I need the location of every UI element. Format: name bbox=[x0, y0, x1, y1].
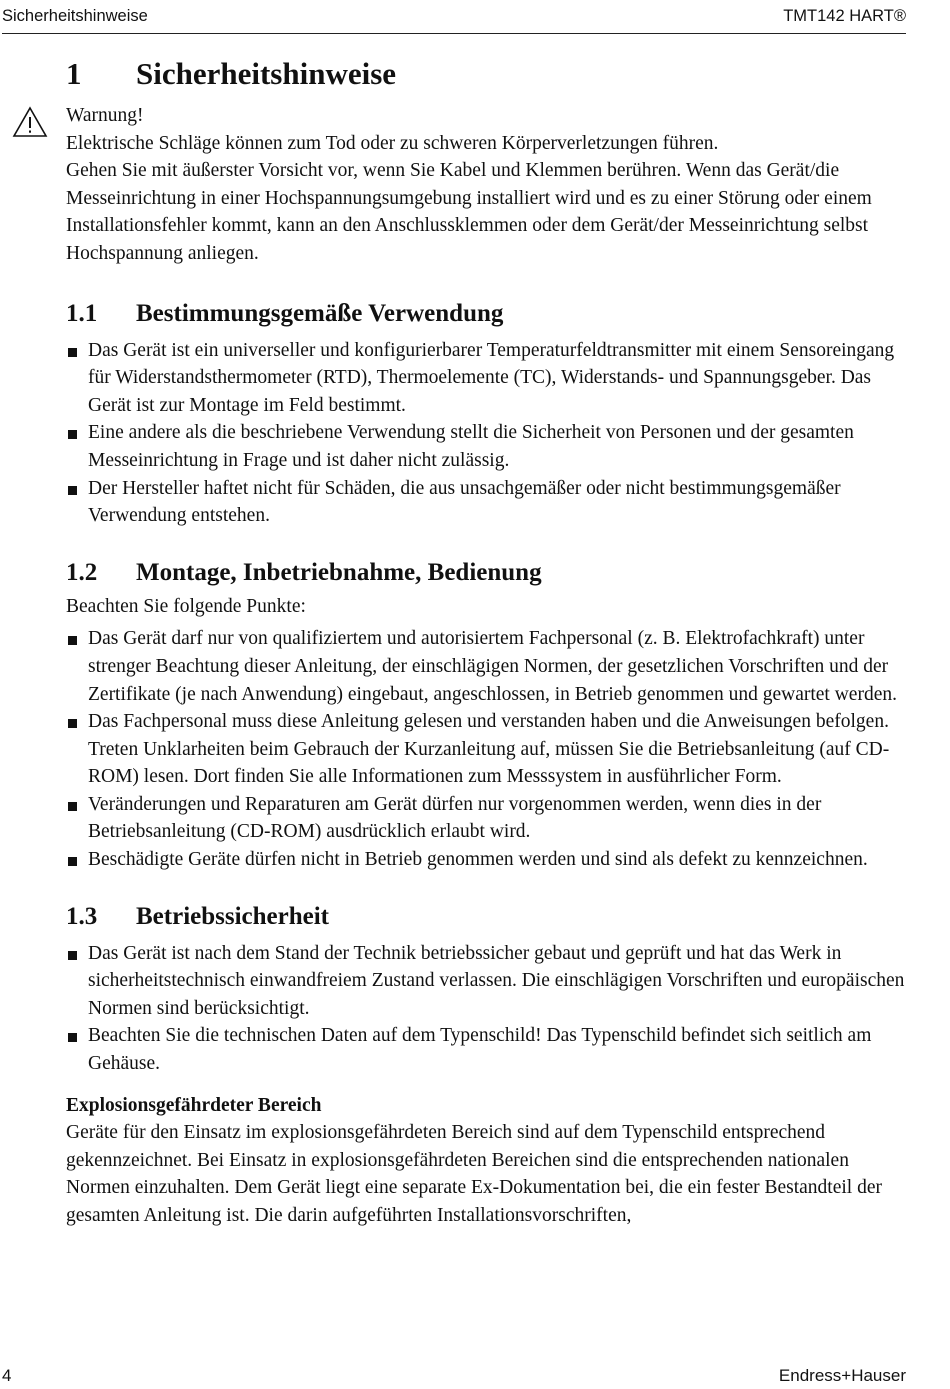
list-item: Eine andere als die beschriebene Verwendung stellt die Sicherheit von Personen und der gesamten Messeinrichtung in Frage und ist daher nicht zulässig. bbox=[66, 419, 906, 474]
page-number: 4 bbox=[2, 1366, 12, 1385]
list-item: Das Gerät ist ein universeller und konfigurierbarer Temperaturfeldtransmitter mit einem Sensoreingang für Widerstandsthermometer (RTD), Thermoelemente (TC), Widerstands- und Spannungsgeber. Das Gerät ist zur Montage im Feld bestimmt. bbox=[66, 337, 906, 420]
list-item: Beschädigte Geräte dürfen nicht in Betrieb genommen werden und sind als defekt zu kennzeichnen. bbox=[66, 846, 906, 874]
header-product-name: TMT142 HART® bbox=[783, 7, 906, 25]
list-item: Das Gerät darf nur von qualifiziertem und autorisiertem Fachpersonal (z. B. Elektrofachkraft) unter strenger Beachtung dieser Anleitung, der einschlägigen Normen, der gesetzlichen Vorschriften und der Zertifikate (je nach Anwendung) eingebaut, angeschlossen, in Betrieb genommen und gewartet werden. bbox=[66, 625, 906, 708]
warning-line: Elektrische Schläge können zum Tod oder zu schweren Körperverletzungen führen. bbox=[66, 132, 719, 154]
section-title: Bestimmungsgemäße Verwendung bbox=[136, 299, 504, 327]
list-item: Der Hersteller haftet nicht für Schäden, die aus unsachgemäßer oder nicht bestimmungsgemäßer Verwendung entstehen. bbox=[66, 475, 906, 530]
ex-area-heading: Explosionsgefährdeter Bereich bbox=[66, 1094, 322, 1116]
section-title: Montage, Inbetriebnahme, Bedienung bbox=[136, 558, 542, 586]
section-number: 1.3 bbox=[66, 902, 98, 930]
bullet-list-1-3 bbox=[66, 940, 906, 1078]
bullet-list-1-1 bbox=[66, 337, 906, 530]
warning-triangle-icon bbox=[12, 106, 48, 138]
section-number: 1.1 bbox=[66, 299, 98, 327]
bullet-list-1-2 bbox=[66, 625, 906, 873]
section-title: Betriebssicherheit bbox=[136, 902, 330, 930]
list-item: Das Gerät ist nach dem Stand der Technik betriebssicher gebaut und geprüft und hat das Werk in sicherheitstechnisch einwandfreiem Zustand verlassen. Die einschlägigen Vorschriften und europäischen Normen sind berücksichtigt. bbox=[66, 940, 906, 1023]
header-section-title: Sicherheitshinweise bbox=[2, 7, 148, 25]
warning-label: Warnung! bbox=[66, 105, 144, 126]
section-intro: Beachten Sie folgende Punkte: bbox=[66, 595, 306, 617]
list-item: Beachten Sie die technischen Daten auf dem Typenschild! Das Typenschild befindet sich seitlich am Gehäuse. bbox=[66, 1022, 906, 1077]
running-header bbox=[2, 5, 906, 34]
chapter-heading bbox=[66, 52, 906, 96]
warning-text: Gehen Sie mit äußerster Vorsicht vor, wenn Sie Kabel und Klemmen berühren. Wenn das Gerät/die Messeinrichtung in einer Hochspannungsumgebung installiert wird und es zu einer Störung oder einem Installationsfehler kommt, kann an den Anschlussklemmen oder dem Gerät/der Messeinrichtung selbst Hochspannung anliegen. bbox=[66, 160, 872, 264]
page-content bbox=[66, 52, 906, 1230]
list-item: Das Fachpersonal muss diese Anleitung gelesen und verstanden haben und die Anweisungen befolgen. Treten Unklarheiten beim Gebrauch der Kurzanleitung auf, müssen Sie die Betriebsanleitung (auf CD-ROM) lesen. Dort finden Sie alle Informationen zum Messsystem in ausführlicher Form. bbox=[66, 708, 906, 791]
section-heading-1-1 bbox=[66, 296, 906, 332]
chapter-title: Sicherheitshinweise bbox=[136, 56, 397, 91]
ex-area-text: Geräte für den Einsatz im explosionsgefährdeten Bereich sind auf dem Typenschild entsprechend gekennzeichnet. Bei Einsatz in explosionsgefährdeten Bereichen sind die entsprechenden nationalen Normen einzuhalten. Dem Gerät liegt eine separate Ex-Dokumentation bei, die ein fester Bestandteil der gesamten Anleitung ist. Die darin aufgeführten Installationsvorschriften, bbox=[66, 1122, 882, 1226]
warning-block bbox=[66, 102, 906, 268]
section-number: 1.2 bbox=[66, 558, 98, 586]
section-heading-1-3 bbox=[66, 899, 906, 935]
brand-name: Endress+Hauser bbox=[778, 1366, 906, 1385]
section-heading-1-2 bbox=[66, 555, 906, 591]
list-item: Veränderungen und Reparaturen am Gerät dürfen nur vorgenommen werden, wenn dies in der Betriebsanleitung (CD-ROM) ausdrücklich erlaubt wird. bbox=[66, 791, 906, 846]
chapter-number: 1 bbox=[66, 56, 82, 91]
